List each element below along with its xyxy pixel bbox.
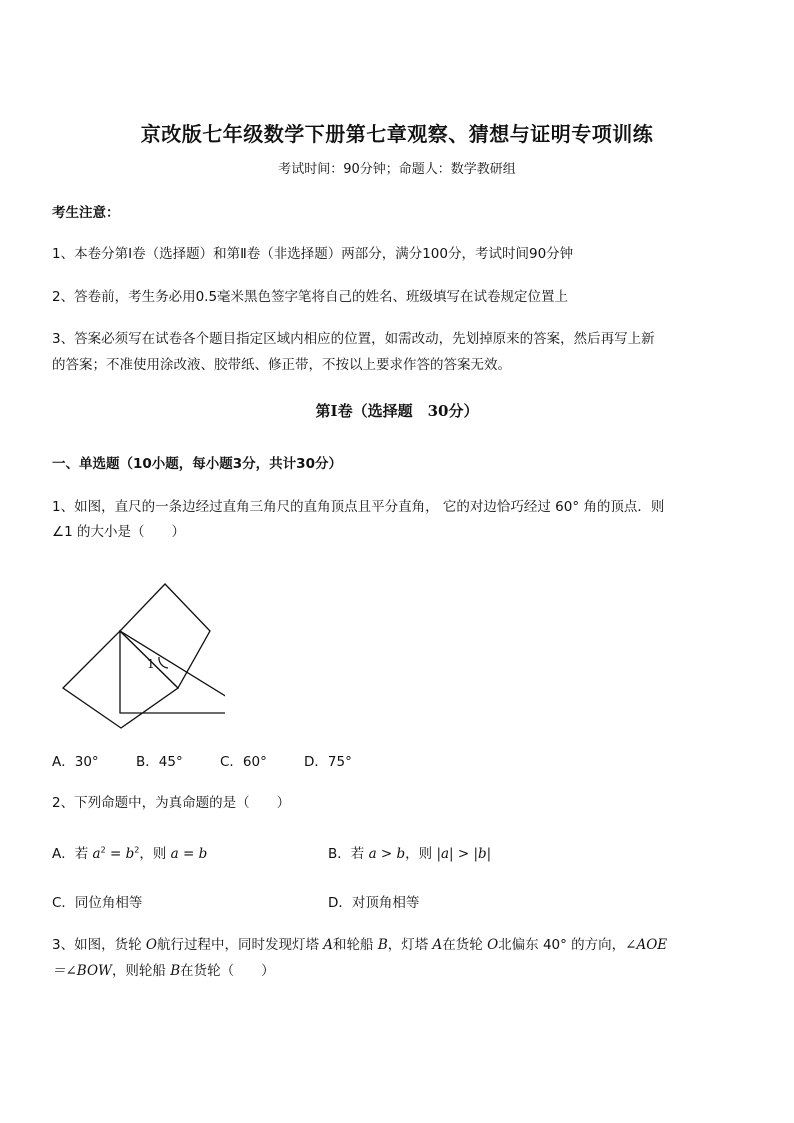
section-title: 第Ⅰ卷（选择题 30分） (315, 402, 479, 420)
q2-a-then: ，则 (139, 846, 171, 862)
q3-var-a2: A (432, 937, 443, 953)
note-item-3-line1: 3、答案必须写在试卷各个题目指定区域内相应的位置，如需改动，先划掉原来的答案，然后再写上新 (52, 331, 655, 347)
q2-a-mid: = b (105, 846, 135, 862)
notes-heading: 考生注意： (52, 205, 120, 221)
exam-subtitle: 考试时间：90分钟；命题人：数学教研组 (278, 162, 516, 177)
note-item-1: 1、本卷分第Ⅰ卷（选择题）和第Ⅱ卷（非选择题）两部分，满分100分，考试时间90分钟 (52, 246, 574, 262)
page-title: 京改版七年级数学下册第七章观察、猜想与证明专项训练 (140, 122, 654, 146)
q3-text-8: 在货轮（ ） (180, 963, 275, 979)
q2-b-cond: a > b (368, 846, 406, 862)
right-triangle (120, 631, 225, 713)
part-heading: 一、单选题（10小题，每小题3分，共计30分） (52, 456, 342, 472)
q2-option-b[interactable] (328, 842, 491, 862)
q3-text-6: 北偏东 40° 的方向， (498, 937, 626, 953)
q2-a-exp: 2 (100, 845, 106, 855)
q3-var-o2: O (487, 937, 499, 953)
question-1-line2: ∠1 的大小是（ ） (52, 524, 185, 540)
q2-option-d[interactable]: D．对顶角相等 (328, 895, 420, 911)
q3-text-5: 在货轮 (442, 937, 488, 953)
ruler-triangle-figure (55, 575, 225, 735)
q2-b-prefix: B．若 (328, 846, 369, 862)
angle-1-arc (159, 657, 168, 668)
q3-angle-bow: ＝∠BOW (52, 963, 112, 979)
q3-text-3: 和轮船 (333, 937, 378, 953)
q3-text-4: ，灯塔 (387, 937, 433, 953)
q3-var-o: O (145, 937, 157, 953)
q2-option-c[interactable]: C．同位角相等 (52, 895, 143, 911)
ruler-upper-part (120, 584, 210, 688)
q3-var-b2: B (170, 963, 181, 979)
q2-a-var: a (92, 846, 101, 862)
q3-text-1: 3、如图，货轮 (52, 937, 146, 953)
question-3-line2 (52, 959, 275, 979)
q1-option-c[interactable]: C．60° (220, 754, 267, 770)
angle-1-label: 1 (147, 657, 155, 671)
q3-angle-aoe: ∠AOE (625, 937, 668, 953)
q3-text-2: 航行过程中，同时发现灯塔 (156, 937, 324, 953)
question-1-line1: 1、如图，直尺的一条边经过直角三角尺的直角顶点且平分直角， 它的对边恰巧经过 60° 角的顶点．则 (52, 499, 665, 515)
note-item-3-line2: 的答案；不准使用涂改液、胶带纸、修正带，不按以上要求作答的答案无效。 (52, 357, 511, 373)
q1-option-d[interactable]: D．75° (304, 754, 352, 770)
q3-var-a: A (323, 937, 334, 953)
note-item-2: 2、答卷前，考生务必用0.5毫米黑色签字笔将自己的姓名、班级填写在试卷规定位置上 (52, 289, 569, 305)
q2-b-then: ，则 (405, 846, 437, 862)
q2-a-exp2: 2 (134, 845, 140, 855)
q2-a-prefix: A．若 (52, 846, 89, 862)
q3-text-7: ，则轮船 (111, 963, 171, 979)
q2-b-result: |a| > |b| (436, 846, 492, 862)
q3-var-b: B (377, 937, 388, 953)
q1-option-b[interactable]: B．45° (136, 754, 183, 770)
q1-option-a[interactable]: A．30° (52, 754, 99, 770)
q2-option-a[interactable] (52, 842, 207, 862)
question-2-stem: 2、下列命题中，为真命题的是（ ） (52, 795, 291, 811)
q2-a-result: a = b (170, 846, 208, 862)
question-3-line1 (52, 933, 667, 953)
